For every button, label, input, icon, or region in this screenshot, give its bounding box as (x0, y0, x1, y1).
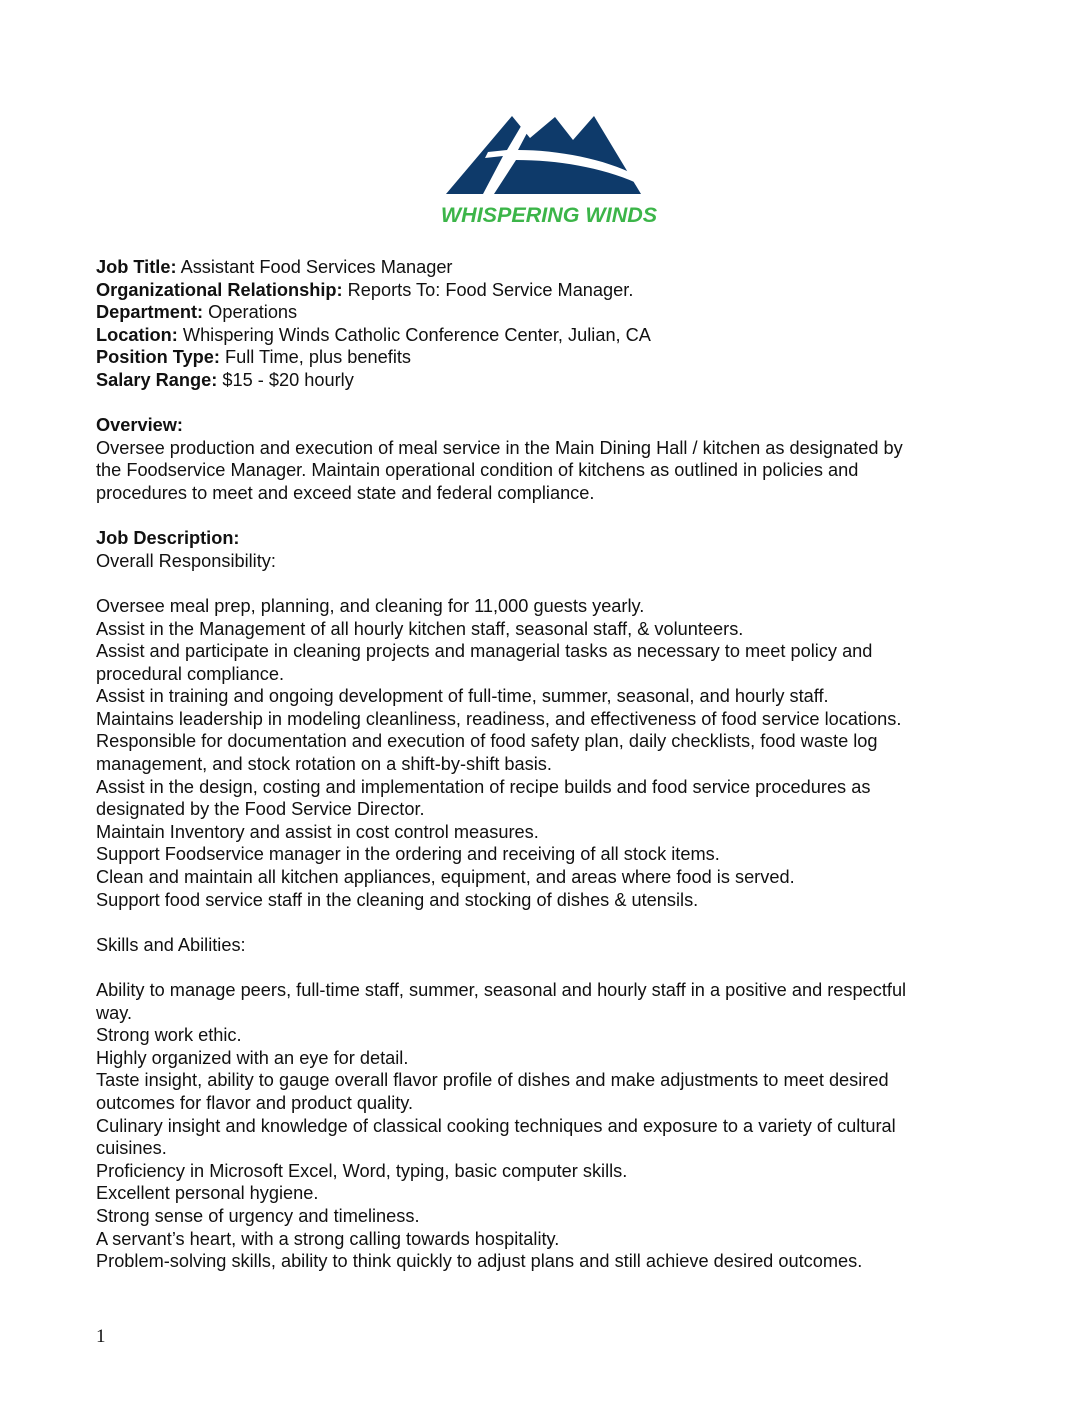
skill-line: Excellent personal hygiene. (96, 1183, 319, 1204)
page-number: 1 (96, 1326, 106, 1347)
field-value: $15 - $20 hourly (217, 369, 354, 390)
overview-line: the Foodservice Manager. Maintain operational condition of kitchens as outlined in policies and (96, 460, 859, 481)
skill-line: way. (96, 1002, 133, 1023)
field-location (96, 324, 996, 347)
responsibility-line: Assist in the design, costing and implementation of recipe builds and food service procedures as (96, 776, 871, 797)
field-label: Salary Range: (96, 369, 218, 390)
skills-subheading: Skills and Abilities: (96, 934, 246, 955)
skill-line: Ability to manage peers, full-time staff, summer, seasonal and hourly staff in a positive and respectful (96, 980, 907, 1000)
field-label: Location: (96, 324, 178, 345)
field-value: Reports To: Food Service Manager. (342, 279, 634, 300)
whispering-winds-logo (420, 108, 680, 233)
field-value: Assistant Food Services Manager (176, 257, 453, 277)
spacer (96, 956, 996, 979)
spacer (96, 911, 996, 934)
responsibility-line: designated by the Food Service Director. (96, 799, 425, 820)
mountain-logo-icon (420, 108, 680, 233)
skill-line: outcomes for flavor and product quality. (96, 1092, 414, 1113)
field-salary-range (96, 369, 996, 392)
responsibility-line: management, and stock rotation on a shift-by-shift basis. (96, 754, 552, 775)
logo-wordmark: WHISPERING WINDS (440, 203, 658, 227)
field-position-type (96, 346, 996, 369)
overview-line: procedures to meet and exceed state and federal compliance. (96, 482, 595, 503)
overview-line: Oversee production and execution of meal service in the Main Dining Hall / kitchen as designated by (96, 437, 903, 458)
field-value: Whispering Winds Catholic Conference Center, Julian, CA (177, 324, 651, 345)
field-label: Department: (96, 302, 204, 323)
job-description-heading: Job Description: (96, 528, 240, 549)
responsibility-line: Maintains leadership in modeling cleanliness, readiness, and effectiveness of food service locations. (96, 708, 902, 729)
skill-line: A servant’s heart, with a strong calling towards hospitality. (96, 1228, 560, 1249)
skill-line: Culinary insight and knowledge of classical cooking techniques and exposure to a variety of cultural (96, 1115, 896, 1136)
responsibility-line: Maintain Inventory and assist in cost control measures. (96, 821, 539, 842)
spacer (96, 392, 996, 415)
field-label: Organizational Relationship: (96, 279, 343, 300)
responsibility-subheading: Overall Responsibility: (96, 550, 276, 571)
spacer (96, 505, 996, 528)
overview-heading: Overview: (96, 415, 183, 436)
skill-line: Strong sense of urgency and timeliness. (96, 1205, 420, 1226)
responsibility-line: Assist and participate in cleaning projects and managerial tasks as necessary to meet policy and (96, 641, 873, 662)
responsibility-line: Support Foodservice manager in the ordering and receiving of all stock items. (96, 844, 720, 865)
responsibility-line: Oversee meal prep, planning, and cleaning for 11,000 guests yearly. (96, 595, 645, 616)
skill-line: Proficiency in Microsoft Excel, Word, typing, basic computer skills. (96, 1160, 628, 1181)
job-posting-body (96, 256, 996, 1273)
skill-line: cuisines. (96, 1138, 167, 1159)
skill-line: Problem-solving skills, ability to think quickly to adjust plans and still achieve desired outcomes. (96, 1251, 863, 1272)
field-value: Full Time, plus benefits (219, 347, 412, 368)
field-organizational-relationship (96, 279, 996, 302)
responsibility-line: Assist in the Management of all hourly kitchen staff, seasonal staff, & volunteers. (96, 618, 744, 639)
responsibility-line: Support food service staff in the cleaning and stocking of dishes & utensils. (96, 889, 699, 910)
responsibility-line: Assist in training and ongoing development of full-time, summer, seasonal, and hourly staff. (96, 686, 829, 707)
responsibility-line: Clean and maintain all kitchen appliances, equipment, and areas where food is served. (96, 867, 795, 888)
responsibility-line: Responsible for documentation and execution of food safety plan, daily checklists, food waste log (96, 731, 878, 752)
skill-line: Taste insight, ability to gauge overall flavor profile of dishes and make adjustments to meet desired (96, 1070, 889, 1091)
field-value: Operations (203, 302, 298, 323)
field-label: Position Type: (96, 347, 220, 368)
responsibility-line: procedural compliance. (96, 663, 285, 684)
skill-line: Highly organized with an eye for detail. (96, 1047, 409, 1068)
skill-line: Strong work ethic. (96, 1025, 242, 1046)
field-department (96, 301, 996, 324)
spacer (96, 572, 996, 595)
field-job-title (96, 256, 996, 279)
field-label: Job Title: (96, 257, 177, 277)
